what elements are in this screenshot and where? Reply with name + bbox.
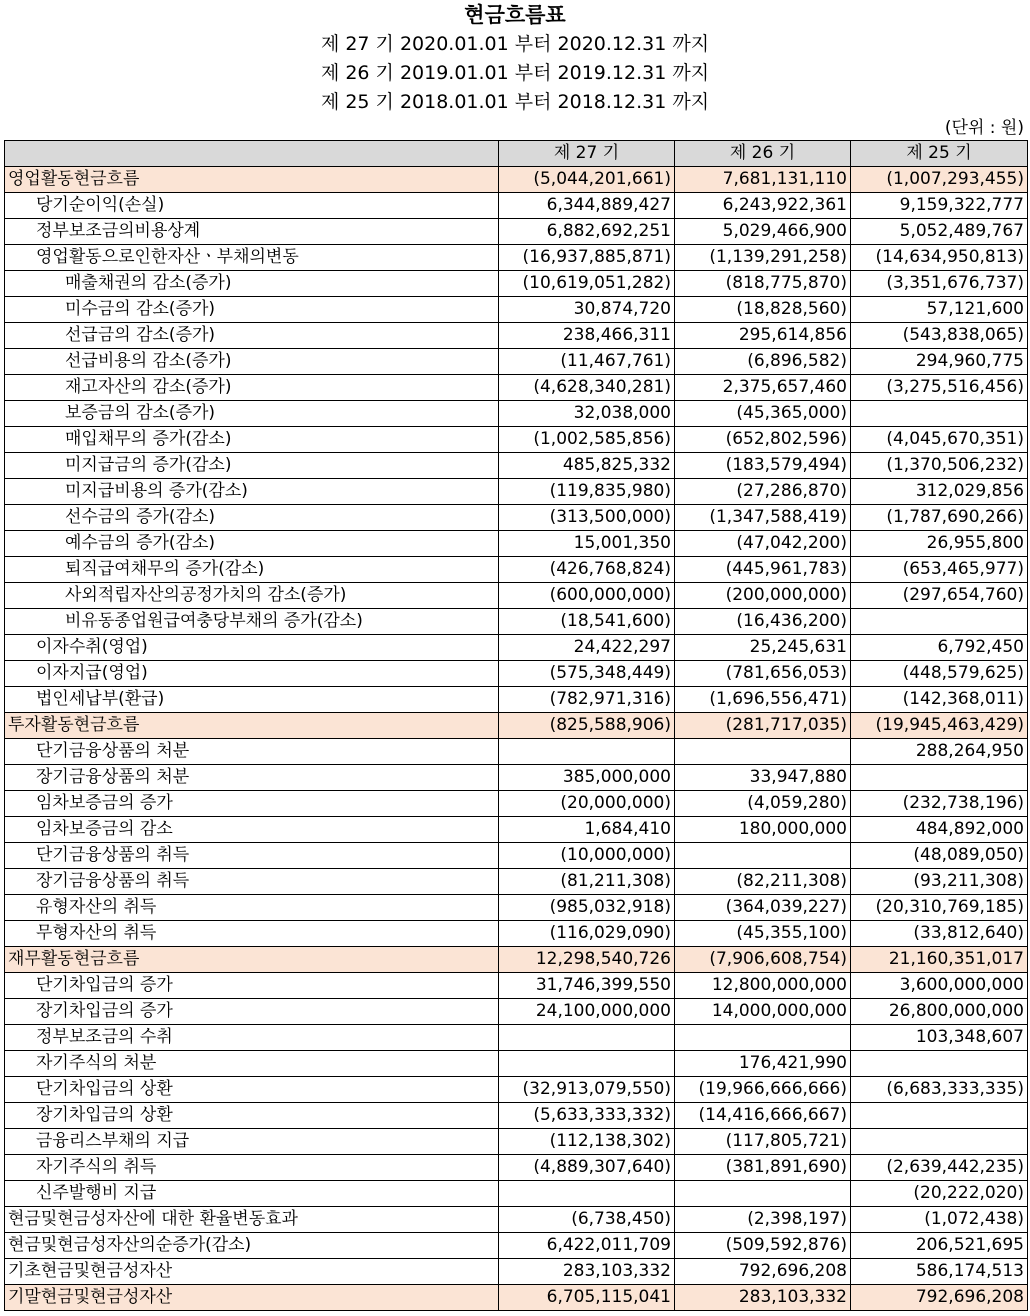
- value-fy25: 103,348,607: [851, 1025, 1028, 1051]
- table-row: [5, 739, 1028, 765]
- value-fy27: (5,044,201,661): [499, 167, 675, 193]
- table-row: [5, 817, 1028, 843]
- value-fy27: (4,889,307,640): [499, 1155, 675, 1181]
- value-fy26: (4,059,280): [675, 791, 851, 817]
- value-fy27: [499, 1051, 675, 1077]
- row-label: 보증금의 감소(증가): [5, 401, 499, 427]
- value-fy27: 6,344,889,427: [499, 193, 675, 219]
- table-row: [5, 479, 1028, 505]
- value-fy25: (1,072,438): [851, 1207, 1028, 1233]
- value-fy25: (19,945,463,429): [851, 713, 1028, 739]
- value-fy27: 238,466,311: [499, 323, 675, 349]
- value-fy26: 792,696,208: [675, 1259, 851, 1285]
- value-fy26: 176,421,990: [675, 1051, 851, 1077]
- column-header-fy25: 제 25 기: [851, 141, 1028, 167]
- value-fy25: 6,792,450: [851, 635, 1028, 661]
- table-row: [5, 557, 1028, 583]
- row-label: 투자활동현금흐름: [5, 713, 499, 739]
- row-label: 선급금의 감소(증가): [5, 323, 499, 349]
- table-row: [5, 1207, 1028, 1233]
- value-fy26: [675, 843, 851, 869]
- value-fy26: (1,696,556,471): [675, 687, 851, 713]
- table-row: [5, 1025, 1028, 1051]
- row-label: 재무활동현금흐름: [5, 947, 499, 973]
- table-row: [5, 1077, 1028, 1103]
- unit-label: (단위 : 원): [944, 118, 1024, 138]
- row-label: 미지급비용의 증가(감소): [5, 479, 499, 505]
- table-row: [5, 193, 1028, 219]
- table-row: [5, 791, 1028, 817]
- cash-flow-table: [4, 140, 1028, 1311]
- row-label: 단기차입금의 증가: [5, 973, 499, 999]
- value-fy27: [499, 1181, 675, 1207]
- row-label: 매출채권의 감소(증가): [5, 271, 499, 297]
- value-fy27: (1,002,585,856): [499, 427, 675, 453]
- value-fy25: (6,683,333,335): [851, 1077, 1028, 1103]
- value-fy25: (142,368,011): [851, 687, 1028, 713]
- row-label: 기초현금및현금성자산: [5, 1259, 499, 1285]
- value-fy27: (600,000,000): [499, 583, 675, 609]
- table-row: [5, 323, 1028, 349]
- value-fy25: 484,892,000: [851, 817, 1028, 843]
- row-label: 미지급금의 증가(감소): [5, 453, 499, 479]
- value-fy27: [499, 739, 675, 765]
- table-row: [5, 765, 1028, 791]
- table-row: [5, 895, 1028, 921]
- row-label: 이자수취(영업): [5, 635, 499, 661]
- value-fy25: (543,838,065): [851, 323, 1028, 349]
- value-fy26: (2,398,197): [675, 1207, 851, 1233]
- row-label: 단기차입금의 상환: [5, 1077, 499, 1103]
- value-fy27: (11,467,761): [499, 349, 675, 375]
- table-row: [5, 1103, 1028, 1129]
- value-fy25: 26,955,800: [851, 531, 1028, 557]
- row-label: 장기차입금의 증가: [5, 999, 499, 1025]
- table-row: [5, 245, 1028, 271]
- row-label: 선수금의 증가(감소): [5, 505, 499, 531]
- value-fy25: 9,159,322,777: [851, 193, 1028, 219]
- value-fy26: (19,966,666,666): [675, 1077, 851, 1103]
- table-row: [5, 505, 1028, 531]
- table-row: [5, 687, 1028, 713]
- section-row: [5, 167, 1028, 193]
- row-label: 법인세납부(환급): [5, 687, 499, 713]
- value-fy25: [851, 401, 1028, 427]
- value-fy27: (81,211,308): [499, 869, 675, 895]
- table-row: [5, 453, 1028, 479]
- row-label: 정부보조금의 수취: [5, 1025, 499, 1051]
- value-fy27: [499, 1025, 675, 1051]
- value-fy25: [851, 1103, 1028, 1129]
- column-header-fy27: 제 27 기: [499, 141, 675, 167]
- value-fy25: 586,174,513: [851, 1259, 1028, 1285]
- value-fy27: 1,684,410: [499, 817, 675, 843]
- value-fy27: (18,541,600): [499, 609, 675, 635]
- value-fy27: (782,971,316): [499, 687, 675, 713]
- value-fy27: 32,038,000: [499, 401, 675, 427]
- value-fy26: 14,000,000,000: [675, 999, 851, 1025]
- row-label: 당기순이익(손실): [5, 193, 499, 219]
- table-row: [5, 921, 1028, 947]
- row-label: 장기금융상품의 취득: [5, 869, 499, 895]
- value-fy25: (3,351,676,737): [851, 271, 1028, 297]
- row-label: 매입채무의 증가(감소): [5, 427, 499, 453]
- value-fy25: (93,211,308): [851, 869, 1028, 895]
- row-label: 자기주식의 처분: [5, 1051, 499, 1077]
- value-fy26: (27,286,870): [675, 479, 851, 505]
- value-fy25: (48,089,050): [851, 843, 1028, 869]
- value-fy26: (16,436,200): [675, 609, 851, 635]
- table-row: [5, 531, 1028, 557]
- value-fy26: 33,947,880: [675, 765, 851, 791]
- value-fy26: (818,775,870): [675, 271, 851, 297]
- value-fy27: (6,738,450): [499, 1207, 675, 1233]
- row-label: 임차보증금의 증가: [5, 791, 499, 817]
- value-fy27: 24,100,000,000: [499, 999, 675, 1025]
- value-fy27: 283,103,332: [499, 1259, 675, 1285]
- table-row: [5, 1129, 1028, 1155]
- table-row: [5, 427, 1028, 453]
- column-header-row: [5, 141, 1028, 167]
- statement-title: 현금흐름표: [464, 3, 566, 27]
- period-line: 제 26 기 2019.01.01 부터 2019.12.31 까지: [320, 62, 710, 84]
- value-fy25: [851, 765, 1028, 791]
- value-fy25: (2,639,442,235): [851, 1155, 1028, 1181]
- statement-header: [0, 0, 1030, 117]
- table-row: [5, 1233, 1028, 1259]
- table-row: [5, 1259, 1028, 1285]
- value-fy27: 24,422,297: [499, 635, 675, 661]
- row-label: 단기금융상품의 취득: [5, 843, 499, 869]
- value-fy26: 6,243,922,361: [675, 193, 851, 219]
- value-fy26: (509,592,876): [675, 1233, 851, 1259]
- table-row: [5, 609, 1028, 635]
- value-fy27: (116,029,090): [499, 921, 675, 947]
- value-fy25: [851, 1051, 1028, 1077]
- row-label: 사외적립자산의공정가치의 감소(증가): [5, 583, 499, 609]
- value-fy26: (7,906,608,754): [675, 947, 851, 973]
- value-fy27: (10,000,000): [499, 843, 675, 869]
- table-row: [5, 635, 1028, 661]
- value-fy25: [851, 609, 1028, 635]
- row-label: 정부보조금의비용상계: [5, 219, 499, 245]
- row-label: 영업활동현금흐름: [5, 167, 499, 193]
- value-fy27: 31,746,399,550: [499, 973, 675, 999]
- value-fy26: 295,614,856: [675, 323, 851, 349]
- value-fy26: [675, 1025, 851, 1051]
- value-fy27: 30,874,720: [499, 297, 675, 323]
- section-row: [5, 713, 1028, 739]
- row-label: 예수금의 증가(감소): [5, 531, 499, 557]
- row-label: 임차보증금의 감소: [5, 817, 499, 843]
- value-fy26: 2,375,657,460: [675, 375, 851, 401]
- value-fy25: (1,787,690,266): [851, 505, 1028, 531]
- table-row: [5, 1155, 1028, 1181]
- value-fy26: 180,000,000: [675, 817, 851, 843]
- value-fy26: (1,139,291,258): [675, 245, 851, 271]
- value-fy26: (117,805,721): [675, 1129, 851, 1155]
- table-row: [5, 401, 1028, 427]
- value-fy26: [675, 1181, 851, 1207]
- row-label: 재고자산의 감소(증가): [5, 375, 499, 401]
- row-label: 단기금융상품의 처분: [5, 739, 499, 765]
- row-label: 유형자산의 취득: [5, 895, 499, 921]
- value-fy26: [675, 739, 851, 765]
- period-line: 제 27 기 2020.01.01 부터 2020.12.31 까지: [320, 33, 710, 55]
- value-fy27: (426,768,824): [499, 557, 675, 583]
- value-fy27: 485,825,332: [499, 453, 675, 479]
- value-fy27: 6,705,115,041: [499, 1285, 675, 1311]
- value-fy27: (5,633,333,332): [499, 1103, 675, 1129]
- value-fy27: 15,001,350: [499, 531, 675, 557]
- row-label: 기말현금및현금성자산: [5, 1285, 499, 1311]
- table-row: [5, 999, 1028, 1025]
- value-fy25: 312,029,856: [851, 479, 1028, 505]
- table-row: [5, 1051, 1028, 1077]
- value-fy25: (297,654,760): [851, 583, 1028, 609]
- value-fy26: (281,717,035): [675, 713, 851, 739]
- value-fy26: (183,579,494): [675, 453, 851, 479]
- value-fy27: (825,588,906): [499, 713, 675, 739]
- table-row: [5, 271, 1028, 297]
- row-label: 미수금의 감소(증가): [5, 297, 499, 323]
- value-fy27: (10,619,051,282): [499, 271, 675, 297]
- value-fy25: 294,960,775: [851, 349, 1028, 375]
- value-fy27: (32,913,079,550): [499, 1077, 675, 1103]
- table-row: [5, 661, 1028, 687]
- value-fy26: (47,042,200): [675, 531, 851, 557]
- row-label: 선급비용의 감소(증가): [5, 349, 499, 375]
- table-row: [5, 973, 1028, 999]
- value-fy27: (119,835,980): [499, 479, 675, 505]
- value-fy25: 3,600,000,000: [851, 973, 1028, 999]
- value-fy27: 12,298,540,726: [499, 947, 675, 973]
- value-fy26: 7,681,131,110: [675, 167, 851, 193]
- value-fy26: (45,365,000): [675, 401, 851, 427]
- value-fy25: (653,465,977): [851, 557, 1028, 583]
- row-label: 금융리스부채의 지급: [5, 1129, 499, 1155]
- value-fy25: (20,222,020): [851, 1181, 1028, 1207]
- row-label: 현금및현금성자산에 대한 환율변동효과: [5, 1207, 499, 1233]
- value-fy25: (14,634,950,813): [851, 245, 1028, 271]
- value-fy25: (20,310,769,185): [851, 895, 1028, 921]
- value-fy25: (448,579,625): [851, 661, 1028, 687]
- value-fy26: 5,029,466,900: [675, 219, 851, 245]
- value-fy25: 792,696,208: [851, 1285, 1028, 1311]
- value-fy26: 12,800,000,000: [675, 973, 851, 999]
- value-fy27: (16,937,885,871): [499, 245, 675, 271]
- row-label: 장기차입금의 상환: [5, 1103, 499, 1129]
- value-fy26: (45,355,100): [675, 921, 851, 947]
- table-row: [5, 297, 1028, 323]
- row-label: 신주발행비 지급: [5, 1181, 499, 1207]
- value-fy25: 206,521,695: [851, 1233, 1028, 1259]
- value-fy27: (985,032,918): [499, 895, 675, 921]
- column-header-label: [5, 141, 499, 167]
- value-fy25: (1,370,506,232): [851, 453, 1028, 479]
- value-fy27: (4,628,340,281): [499, 375, 675, 401]
- column-header-fy26: 제 26 기: [675, 141, 851, 167]
- value-fy26: (781,656,053): [675, 661, 851, 687]
- value-fy25: 288,264,950: [851, 739, 1028, 765]
- row-label: 현금및현금성자산의순증가(감소): [5, 1233, 499, 1259]
- value-fy25: (33,812,640): [851, 921, 1028, 947]
- section-row: [5, 947, 1028, 973]
- table-row: [5, 375, 1028, 401]
- value-fy27: 6,422,011,709: [499, 1233, 675, 1259]
- table-row: [5, 219, 1028, 245]
- value-fy25: 26,800,000,000: [851, 999, 1028, 1025]
- value-fy26: (14,416,666,667): [675, 1103, 851, 1129]
- section-row: [5, 1285, 1028, 1311]
- value-fy25: 21,160,351,017: [851, 947, 1028, 973]
- value-fy26: (6,896,582): [675, 349, 851, 375]
- row-label: 무형자산의 취득: [5, 921, 499, 947]
- value-fy26: (445,961,783): [675, 557, 851, 583]
- table-row: [5, 869, 1028, 895]
- table-row: [5, 843, 1028, 869]
- value-fy27: 6,882,692,251: [499, 219, 675, 245]
- value-fy27: 385,000,000: [499, 765, 675, 791]
- value-fy25: (232,738,196): [851, 791, 1028, 817]
- row-label: 장기금융상품의 처분: [5, 765, 499, 791]
- value-fy27: (112,138,302): [499, 1129, 675, 1155]
- value-fy27: (575,348,449): [499, 661, 675, 687]
- row-label: 퇴직급여채무의 증가(감소): [5, 557, 499, 583]
- value-fy26: (652,802,596): [675, 427, 851, 453]
- value-fy25: 57,121,600: [851, 297, 1028, 323]
- row-label: 비유동종업원급여충당부채의 증가(감소): [5, 609, 499, 635]
- value-fy25: 5,052,489,767: [851, 219, 1028, 245]
- value-fy26: 25,245,631: [675, 635, 851, 661]
- table-row: [5, 1181, 1028, 1207]
- value-fy25: (1,007,293,455): [851, 167, 1028, 193]
- value-fy25: (4,045,670,351): [851, 427, 1028, 453]
- value-fy26: (82,211,308): [675, 869, 851, 895]
- value-fy26: (364,039,227): [675, 895, 851, 921]
- value-fy27: (313,500,000): [499, 505, 675, 531]
- row-label: 영업활동으로인한자산ㆍ부채의변동: [5, 245, 499, 271]
- value-fy25: (3,275,516,456): [851, 375, 1028, 401]
- value-fy26: (381,891,690): [675, 1155, 851, 1181]
- row-label: 자기주식의 취득: [5, 1155, 499, 1181]
- period-line: 제 25 기 2018.01.01 부터 2018.12.31 까지: [320, 91, 710, 113]
- value-fy26: 283,103,332: [675, 1285, 851, 1311]
- value-fy26: (200,000,000): [675, 583, 851, 609]
- value-fy26: (1,347,588,419): [675, 505, 851, 531]
- table-row: [5, 349, 1028, 375]
- table-row: [5, 583, 1028, 609]
- value-fy25: [851, 1129, 1028, 1155]
- value-fy26: (18,828,560): [675, 297, 851, 323]
- value-fy27: (20,000,000): [499, 791, 675, 817]
- row-label: 이자지급(영업): [5, 661, 499, 687]
